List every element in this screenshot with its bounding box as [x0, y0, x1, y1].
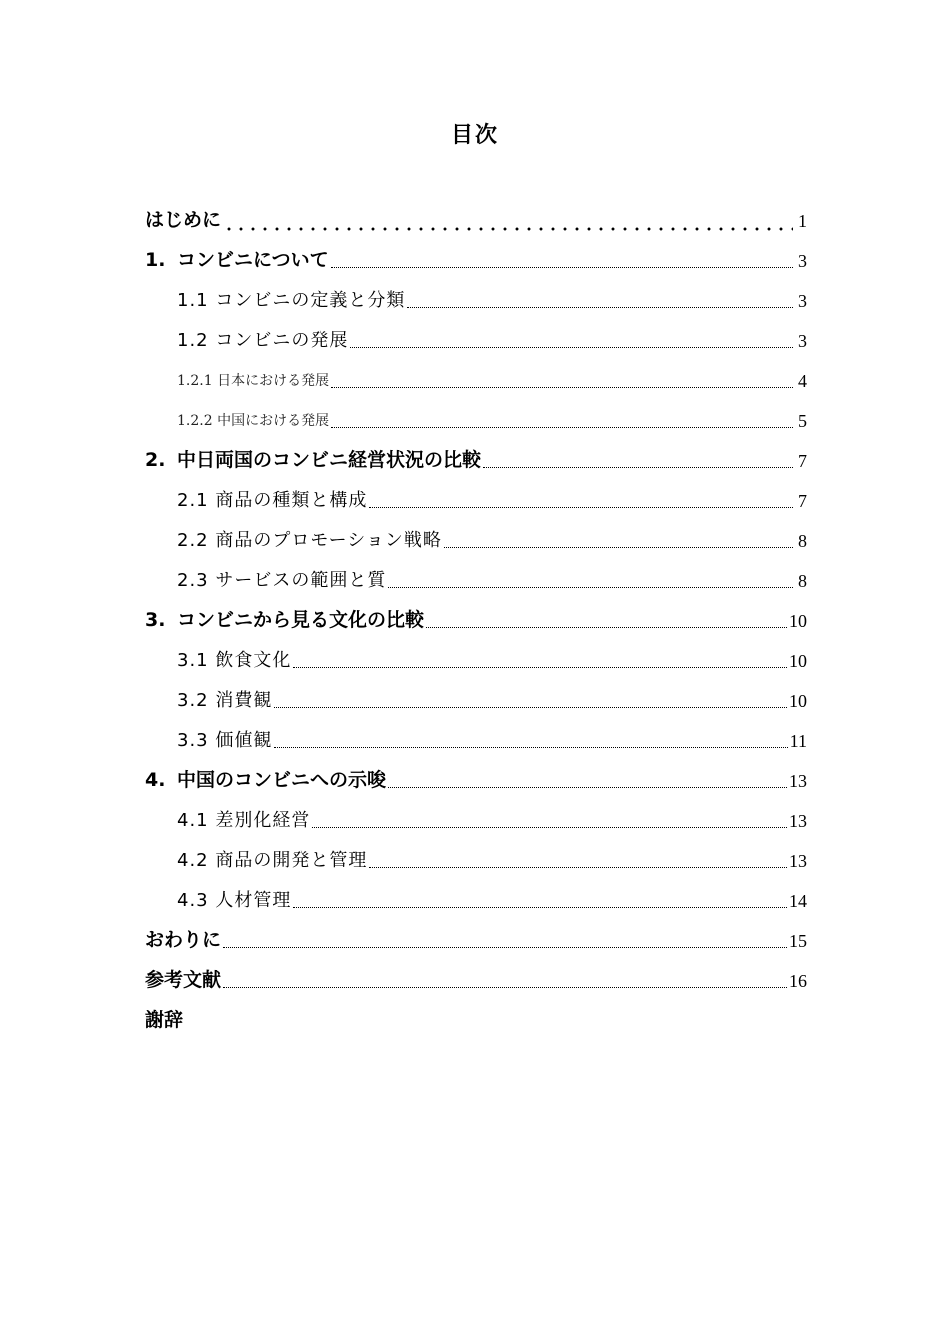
toc-page-number: 3: [798, 251, 807, 271]
toc-entry-label: [177, 686, 272, 720]
dot-leader: [293, 906, 787, 908]
dot-leader: [388, 786, 787, 788]
toc-entry-text: 3.3 価値観: [177, 730, 273, 751]
toc-entry[interactable]: [145, 560, 807, 600]
toc-entry[interactable]: [145, 600, 807, 640]
toc-page-number: 15: [789, 931, 807, 951]
toc-entry-text: 中国のコンビニへの示唆: [177, 769, 387, 791]
toc-entry[interactable]: [145, 240, 807, 280]
toc-page-number: 13: [789, 771, 807, 791]
toc-entry-label: [145, 605, 424, 640]
toc-page-number: 13: [789, 851, 807, 871]
toc-page-number: 3: [798, 331, 807, 351]
toc-entry-label: [145, 965, 221, 1000]
toc-entry[interactable]: [145, 880, 807, 920]
toc-entry-text: 4.1 差別化経営: [177, 810, 311, 831]
toc-entry-text: コンビニについて: [177, 249, 329, 271]
toc-page-number: 7: [798, 491, 807, 511]
toc-entry-text: コンビニから見る文化の比較: [177, 609, 425, 631]
dot-leader: [223, 986, 787, 988]
toc-entry[interactable]: [145, 480, 807, 520]
dot-leader: [407, 306, 793, 308]
toc-entry[interactable]: [145, 680, 807, 720]
toc-page-number: 10: [789, 691, 807, 711]
dot-leader: [331, 426, 793, 428]
toc-entry-number: 3.: [145, 609, 166, 631]
toc-title: 目次: [450, 123, 499, 148]
table-of-contents: [145, 200, 807, 1040]
toc-entry-text: 1.2.1 日本における発展: [177, 373, 330, 389]
dot-leader: [331, 266, 793, 268]
toc-entry[interactable]: [145, 520, 807, 560]
toc-entry-label: [177, 806, 310, 840]
toc-entry[interactable]: [145, 320, 807, 360]
toc-entry-label: [177, 846, 367, 880]
toc-entry-number: 4.: [145, 769, 166, 791]
toc-entry[interactable]: [145, 960, 807, 1000]
toc-entry-label: [177, 646, 291, 680]
toc-page-number: 16: [789, 971, 807, 991]
toc-entry[interactable]: [145, 920, 807, 960]
toc-entry-text: おわりに: [145, 929, 222, 951]
toc-page-number: 7: [798, 451, 807, 471]
toc-entry[interactable]: [145, 800, 807, 840]
toc-page-number: 13: [789, 811, 807, 831]
toc-entry-label: [145, 925, 221, 960]
toc-entry-number: 1.: [145, 249, 166, 271]
toc-page-number: 5: [798, 411, 807, 431]
toc-entry-text: 参考文献: [145, 969, 222, 991]
dot-leader: [350, 346, 793, 348]
dot-leader: [331, 386, 793, 388]
toc-page-number: 8: [798, 571, 807, 591]
toc-entry[interactable]: [145, 720, 807, 760]
dot-leader: [274, 706, 787, 708]
toc-entry-text: 1.2 コンビニの発展: [177, 330, 349, 351]
toc-entry-text: 謝辞: [145, 1009, 184, 1031]
toc-page-number: 8: [798, 531, 807, 551]
toc-entry-text: 2.3 サービスの範囲と質: [177, 570, 387, 591]
toc-entry[interactable]: [145, 440, 807, 480]
toc-entry[interactable]: [145, 280, 807, 320]
dot-leader: [369, 866, 787, 868]
toc-entry-label: [145, 1005, 183, 1040]
toc-entry-label: [177, 286, 405, 320]
toc-page-number: 14: [789, 891, 807, 911]
toc-entry-label: [177, 370, 329, 400]
dot-leader: [312, 826, 787, 828]
dot-leader: [223, 226, 793, 232]
toc-entry[interactable]: [145, 1000, 807, 1040]
toc-entry-text: 1.1 コンビニの定義と分類: [177, 290, 406, 311]
toc-entry-text: 4.2 商品の開発と管理: [177, 850, 368, 871]
toc-entry-label: [145, 445, 481, 480]
toc-entry-text: はじめに: [145, 209, 222, 231]
toc-entry-text: 2.2 商品のプロモーション戦略: [177, 530, 442, 551]
toc-entry-label: [177, 726, 272, 760]
dot-leader: [369, 506, 793, 508]
dot-leader: [388, 586, 793, 588]
toc-entry-number: 2.: [145, 449, 166, 471]
toc-page-number: 1: [798, 211, 807, 231]
toc-entry[interactable]: [145, 400, 807, 440]
toc-page-number: 3: [798, 291, 807, 311]
toc-entry-text: 2.1 商品の種類と構成: [177, 490, 368, 511]
toc-entry[interactable]: [145, 640, 807, 680]
toc-entry-text: 中日両国のコンビニ経営状況の比較: [177, 449, 482, 471]
toc-entry[interactable]: [145, 840, 807, 880]
toc-page-number: 11: [789, 731, 807, 751]
dot-leader: [293, 666, 787, 668]
dot-leader: [223, 946, 787, 948]
toc-entry-label: [177, 486, 367, 520]
toc-entry-text: 3.2 消費観: [177, 690, 273, 711]
toc-entry-label: [177, 410, 329, 440]
toc-page-number: 4: [798, 371, 807, 391]
toc-entry-label: [145, 205, 221, 240]
dot-leader: [483, 466, 793, 468]
toc-entry-text: 1.2.2 中国における発展: [177, 413, 330, 429]
dot-leader: [274, 746, 787, 748]
toc-entry-label: [177, 526, 442, 560]
toc-page-number: 10: [789, 651, 807, 671]
toc-entry-label: [145, 245, 329, 280]
dot-leader: [444, 546, 793, 548]
toc-entry-label: [177, 326, 348, 360]
toc-entry-text: 3.1 飲食文化: [177, 650, 292, 671]
toc-entry-label: [177, 886, 291, 920]
toc-entry[interactable]: [145, 760, 807, 800]
toc-page-number: 10: [789, 611, 807, 631]
toc-entry-label: [177, 566, 386, 600]
dot-leader: [426, 626, 787, 628]
toc-entry-text: 4.3 人材管理: [177, 890, 292, 911]
toc-entry[interactable]: [145, 360, 807, 400]
toc-entry[interactable]: [145, 200, 807, 240]
toc-entry-label: [145, 765, 386, 800]
